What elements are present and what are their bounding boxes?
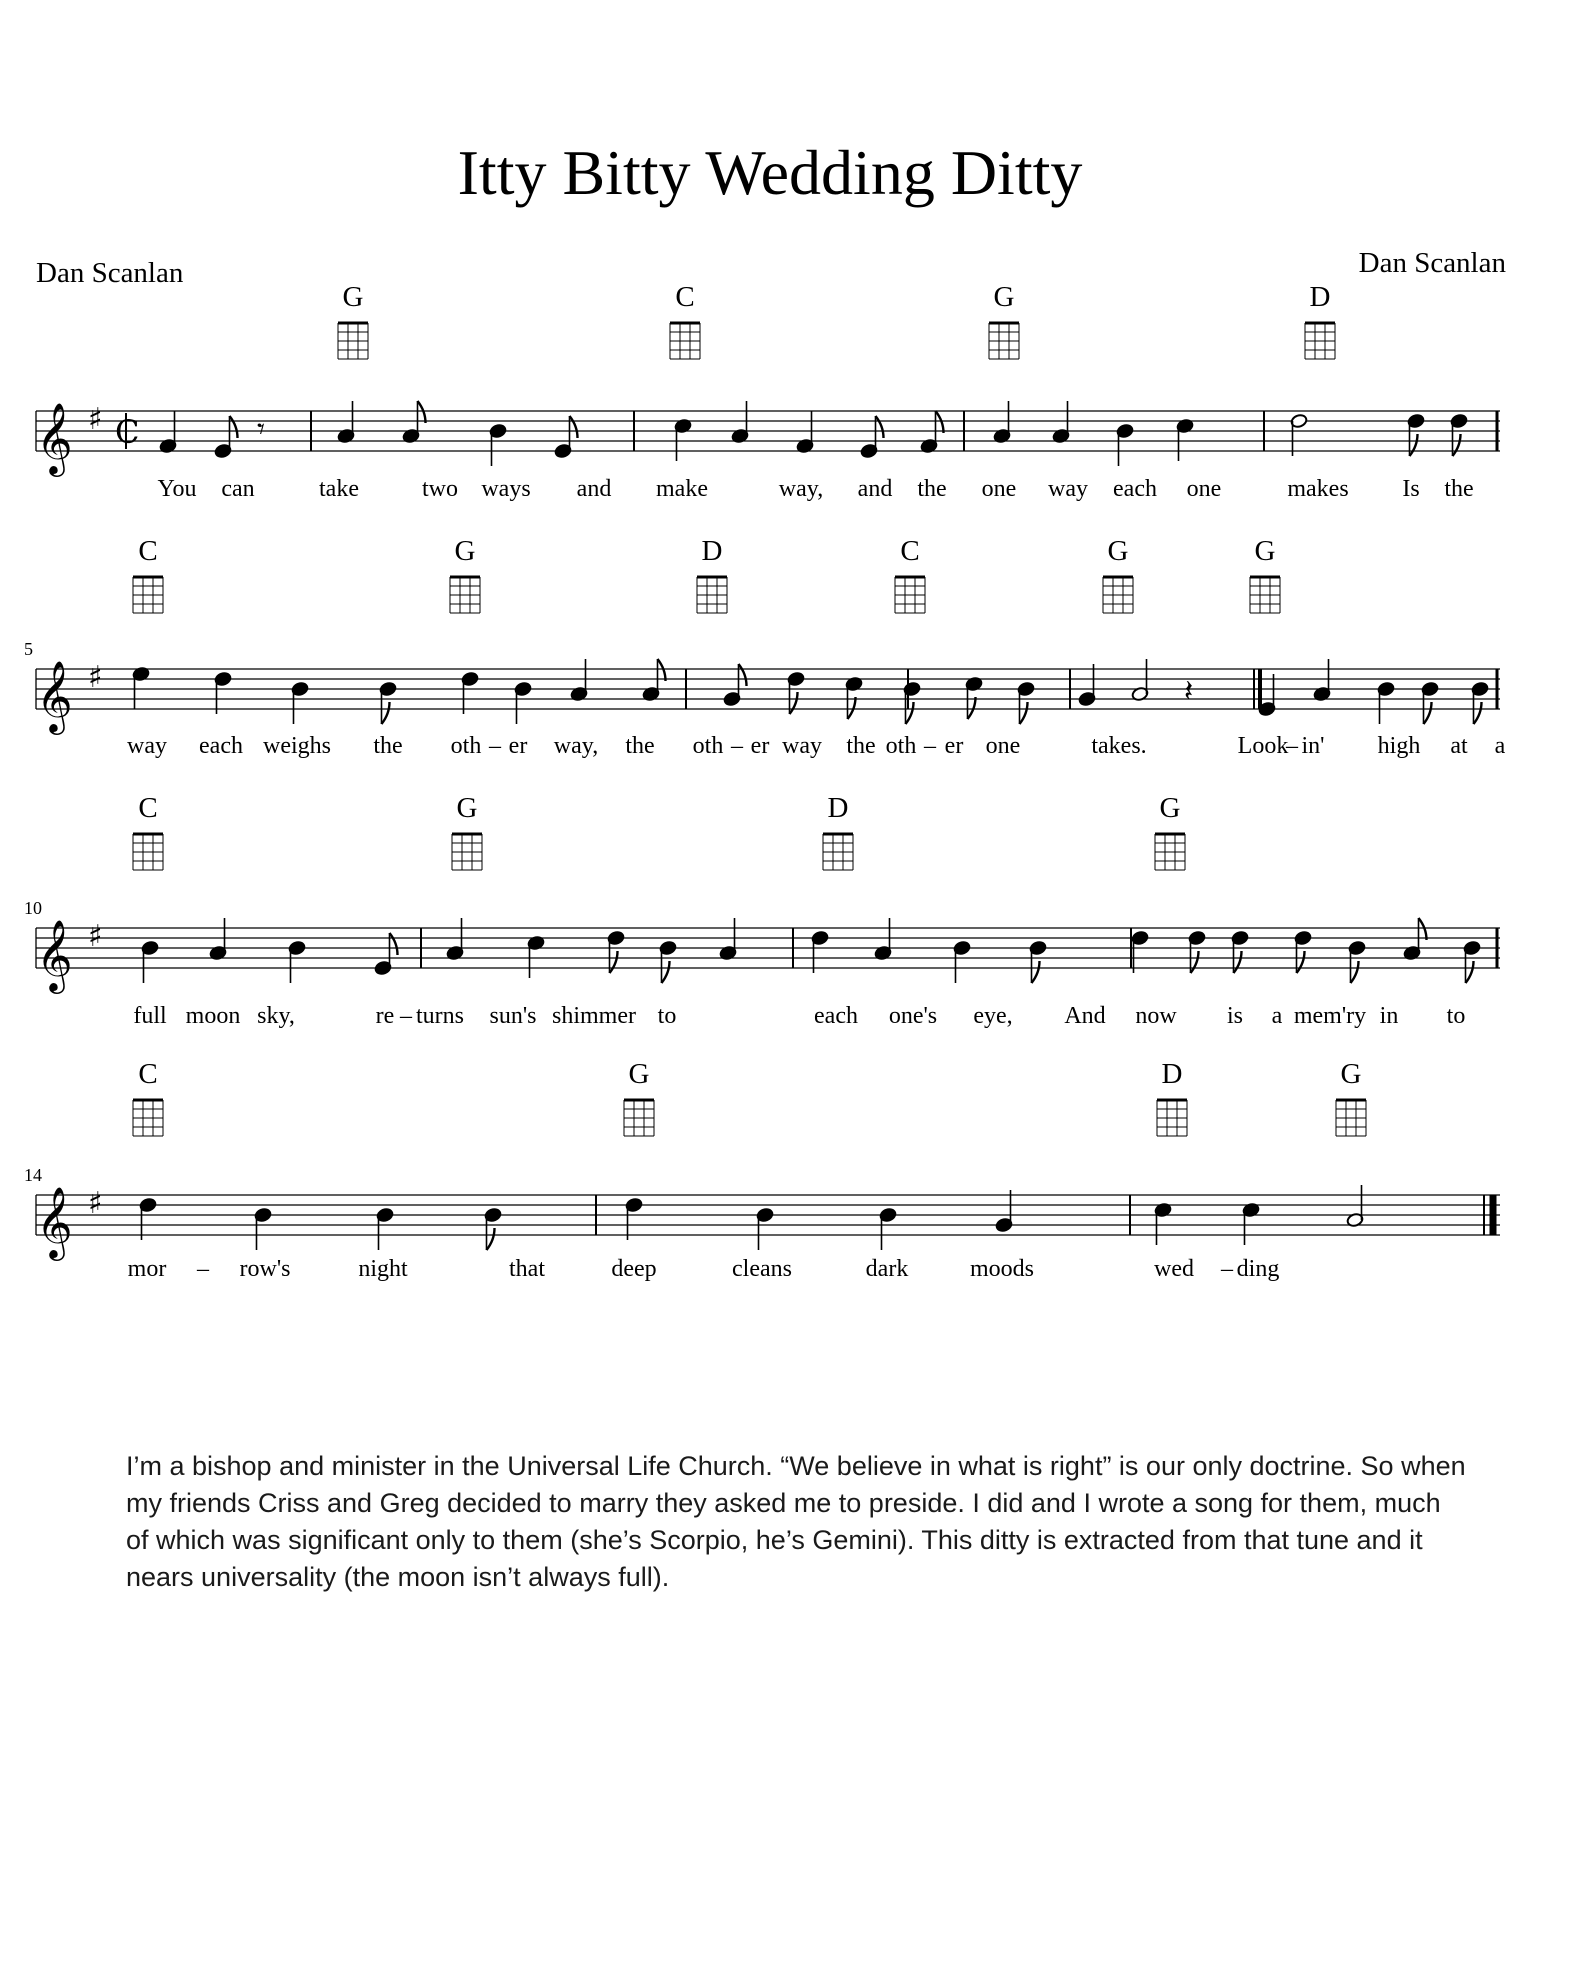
ukulele-chord-diagram bbox=[133, 577, 163, 613]
ukulele-chord-diagram bbox=[1157, 1100, 1187, 1136]
lyric-syllable: eye, bbox=[973, 1003, 1013, 1029]
lyric-syllable: weighs bbox=[263, 733, 331, 759]
lyric-syllable: makes bbox=[1287, 476, 1349, 502]
lyric-syllable: each bbox=[1113, 476, 1157, 502]
lyric-syllable: way bbox=[127, 733, 167, 759]
lyric-syllable: cleans bbox=[732, 1256, 792, 1282]
ukulele-chord-diagram bbox=[989, 323, 1019, 359]
time-signature: C bbox=[115, 413, 140, 451]
eighth-rest: 𝄾 bbox=[257, 412, 265, 447]
note-flag bbox=[936, 411, 944, 433]
song-title: Itty Bitty Wedding Ditty bbox=[457, 137, 1083, 208]
treble-clef: 𝄞 bbox=[36, 918, 73, 991]
lyricist-credit: Dan Scanlan bbox=[36, 257, 184, 289]
lyric-syllable: sky, bbox=[257, 1003, 295, 1029]
lyric-syllable: re bbox=[375, 1003, 395, 1029]
note-flag bbox=[230, 416, 238, 438]
lyric-syllable: to bbox=[657, 1003, 677, 1029]
ukulele-chord-diagram bbox=[1336, 1100, 1366, 1136]
lyric-syllable: that bbox=[509, 1256, 545, 1282]
lyric-syllable: deep bbox=[611, 1256, 657, 1282]
ukulele-chord-diagram bbox=[133, 834, 163, 870]
music-system bbox=[24, 792, 1500, 1029]
note-flag bbox=[1474, 702, 1482, 724]
lyric-syllable: now bbox=[1135, 1003, 1177, 1029]
lyric-syllable: oth bbox=[885, 733, 917, 759]
note-flag bbox=[1410, 434, 1418, 456]
lyric-syllable: – bbox=[400, 1003, 412, 1029]
lyric-syllable: moon bbox=[185, 1003, 241, 1029]
song-note: I’m a bishop and minister in the Universal Life Church. “We believe in what is right” is our only doctrine. So when my friends Criss and Greg decided to marry they asked me to preside. I did and I wrote a song for them, much of which was significant only to them (she’s Scorpio, he’s Gemini). This ditty is extracted from that tune and it nears universality (the moon isn’t always full). bbox=[126, 1451, 1466, 1592]
lyric-syllable: wed bbox=[1154, 1256, 1194, 1282]
lyric-syllable: er bbox=[944, 733, 964, 759]
note-flag bbox=[848, 697, 856, 719]
lyric-syllable: the bbox=[1444, 476, 1474, 502]
music-system bbox=[24, 1058, 1500, 1282]
ukulele-chord-diagram bbox=[895, 577, 925, 613]
chord-symbol: C bbox=[138, 1058, 158, 1090]
note-flag bbox=[1424, 702, 1432, 724]
key-signature-sharp: ♯ bbox=[88, 402, 103, 437]
lyric-syllable: one's bbox=[888, 1003, 938, 1029]
lyric-syllable: one bbox=[985, 733, 1021, 759]
ukulele-chord-diagram bbox=[338, 323, 368, 359]
chord-symbol: D bbox=[1161, 1058, 1183, 1090]
ukulele-chord-diagram bbox=[823, 834, 853, 870]
lyric-syllable: the bbox=[917, 476, 947, 502]
note-flag bbox=[610, 951, 618, 973]
note-flag bbox=[1191, 951, 1199, 973]
quarter-rest: 𝄽 bbox=[1184, 674, 1194, 709]
ukulele-chord-diagram bbox=[133, 1100, 163, 1136]
lyric-syllable: – bbox=[489, 733, 501, 759]
lyric-syllable: make bbox=[656, 476, 708, 502]
key-signature-sharp: ♯ bbox=[88, 919, 103, 954]
lyric-syllable: a bbox=[1271, 1003, 1283, 1029]
lyric-syllable: and bbox=[857, 476, 893, 502]
lyric-syllable: – bbox=[1221, 1256, 1233, 1282]
lyric-syllable: And bbox=[1064, 1003, 1106, 1029]
chord-symbol: C bbox=[900, 535, 920, 567]
note-flag bbox=[662, 961, 670, 983]
ukulele-chord-diagram bbox=[1155, 834, 1185, 870]
note-flag bbox=[570, 416, 578, 438]
chord-symbol: D bbox=[701, 535, 723, 567]
chord-symbol: G bbox=[993, 281, 1015, 313]
lyric-syllable: – bbox=[924, 733, 936, 759]
lyric-syllable: Look bbox=[1237, 733, 1289, 759]
lyric-syllable: one bbox=[1186, 476, 1222, 502]
ukulele-chord-diagram bbox=[450, 577, 480, 613]
lyric-syllable: row's bbox=[239, 1256, 291, 1282]
ukulele-chord-diagram bbox=[1250, 577, 1280, 613]
music-system bbox=[24, 535, 1506, 759]
lyric-syllable: and bbox=[576, 476, 612, 502]
ukulele-chord-diagram bbox=[452, 834, 482, 870]
treble-clef: 𝄞 bbox=[36, 659, 73, 732]
note-flag bbox=[658, 659, 666, 681]
note-flag bbox=[1466, 961, 1474, 983]
chord-symbol: G bbox=[1159, 792, 1181, 824]
lyric-syllable: one bbox=[981, 476, 1017, 502]
lyric-syllable: moods bbox=[969, 1256, 1035, 1282]
lyric-syllable: full bbox=[133, 1003, 167, 1029]
lyric-syllable: – bbox=[731, 733, 743, 759]
lyric-syllable: shimmer bbox=[552, 1003, 636, 1029]
note-flag bbox=[1453, 434, 1461, 456]
ukulele-chord-diagram bbox=[1103, 577, 1133, 613]
lyric-syllable: oth bbox=[692, 733, 724, 759]
lyric-syllable: takes. bbox=[1091, 733, 1147, 759]
lyric-syllable: – bbox=[1286, 733, 1298, 759]
lyric-syllable: oth bbox=[450, 733, 482, 759]
music-system bbox=[36, 281, 1500, 502]
note-flag bbox=[1032, 961, 1040, 983]
note-flag bbox=[876, 416, 884, 438]
lyric-syllable: way bbox=[1048, 476, 1088, 502]
lyric-syllable: er bbox=[750, 733, 770, 759]
chord-symbol: G bbox=[342, 281, 364, 313]
key-signature-sharp: ♯ bbox=[88, 1186, 103, 1221]
lyric-syllable: ways bbox=[481, 476, 531, 502]
note-flag bbox=[382, 702, 390, 724]
chord-symbol: C bbox=[675, 281, 695, 313]
lyric-syllable: is bbox=[1226, 1003, 1244, 1029]
note-flag bbox=[968, 697, 976, 719]
lyric-syllable: way bbox=[782, 733, 822, 759]
lyric-syllable: each bbox=[199, 733, 243, 759]
lyric-syllable: turns bbox=[416, 1003, 464, 1029]
lyric-syllable: can bbox=[221, 476, 255, 502]
note-flag bbox=[418, 401, 426, 423]
ukulele-chord-diagram bbox=[670, 323, 700, 359]
note-flag bbox=[1351, 961, 1359, 983]
measure-number: 5 bbox=[24, 639, 33, 659]
chord-symbol: C bbox=[138, 535, 158, 567]
lyric-syllable: high bbox=[1377, 733, 1421, 759]
ukulele-chord-diagram bbox=[1305, 323, 1335, 359]
lyric-syllable: – bbox=[197, 1256, 209, 1282]
lyric-syllable: mor bbox=[127, 1256, 167, 1282]
chord-symbol: D bbox=[1309, 281, 1331, 313]
note-flag bbox=[1419, 918, 1427, 940]
lyric-syllable: two bbox=[422, 476, 458, 502]
note-flag bbox=[487, 1228, 495, 1250]
note-flag bbox=[1020, 702, 1028, 724]
lyric-syllable: sun's bbox=[489, 1003, 537, 1029]
ukulele-chord-diagram bbox=[697, 577, 727, 613]
chord-symbol: C bbox=[138, 792, 158, 824]
note-flag bbox=[739, 664, 747, 686]
chord-symbol: G bbox=[1107, 535, 1129, 567]
note-flag bbox=[906, 702, 914, 724]
lyric-syllable: take bbox=[319, 476, 359, 502]
chord-symbol: G bbox=[628, 1058, 650, 1090]
note-flag bbox=[790, 692, 798, 714]
chord-symbol: G bbox=[1340, 1058, 1362, 1090]
measure-number: 14 bbox=[24, 1165, 42, 1185]
note-flag bbox=[1234, 951, 1242, 973]
note-flag bbox=[390, 933, 398, 955]
lyric-syllable: er bbox=[508, 733, 528, 759]
lyric-syllable: You bbox=[157, 476, 197, 502]
lyric-syllable: night bbox=[358, 1256, 408, 1282]
lyric-syllable: in' bbox=[1301, 733, 1325, 759]
lyric-syllable: the bbox=[625, 733, 655, 759]
lyric-syllable: way, bbox=[553, 733, 599, 759]
treble-clef: 𝄞 bbox=[36, 401, 73, 474]
lyric-syllable: the bbox=[373, 733, 403, 759]
measure-number: 10 bbox=[24, 898, 42, 918]
music-systems bbox=[24, 281, 1506, 1282]
lyric-syllable: each bbox=[814, 1003, 858, 1029]
lyric-syllable: in bbox=[1379, 1003, 1399, 1029]
lyric-syllable: mem'ry bbox=[1293, 1003, 1367, 1029]
chord-symbol: G bbox=[1254, 535, 1276, 567]
lyric-syllable: a bbox=[1494, 733, 1506, 759]
key-signature-sharp: ♯ bbox=[88, 660, 103, 695]
chord-symbol: D bbox=[827, 792, 849, 824]
lyric-syllable: at bbox=[1450, 733, 1468, 759]
lyric-syllable: dark bbox=[865, 1256, 909, 1282]
note-flag bbox=[1297, 951, 1305, 973]
composer-credit: Dan Scanlan bbox=[1358, 247, 1506, 279]
lyric-syllable: Is bbox=[1402, 476, 1420, 502]
ukulele-chord-diagram bbox=[624, 1100, 654, 1136]
lyric-syllable: to bbox=[1446, 1003, 1466, 1029]
chord-symbol: G bbox=[454, 535, 476, 567]
treble-clef: 𝄞 bbox=[36, 1185, 73, 1258]
lyric-syllable: the bbox=[846, 733, 876, 759]
chord-symbol: G bbox=[456, 792, 478, 824]
lyric-syllable: way, bbox=[778, 476, 824, 502]
lyric-syllable: ding bbox=[1236, 1256, 1280, 1282]
